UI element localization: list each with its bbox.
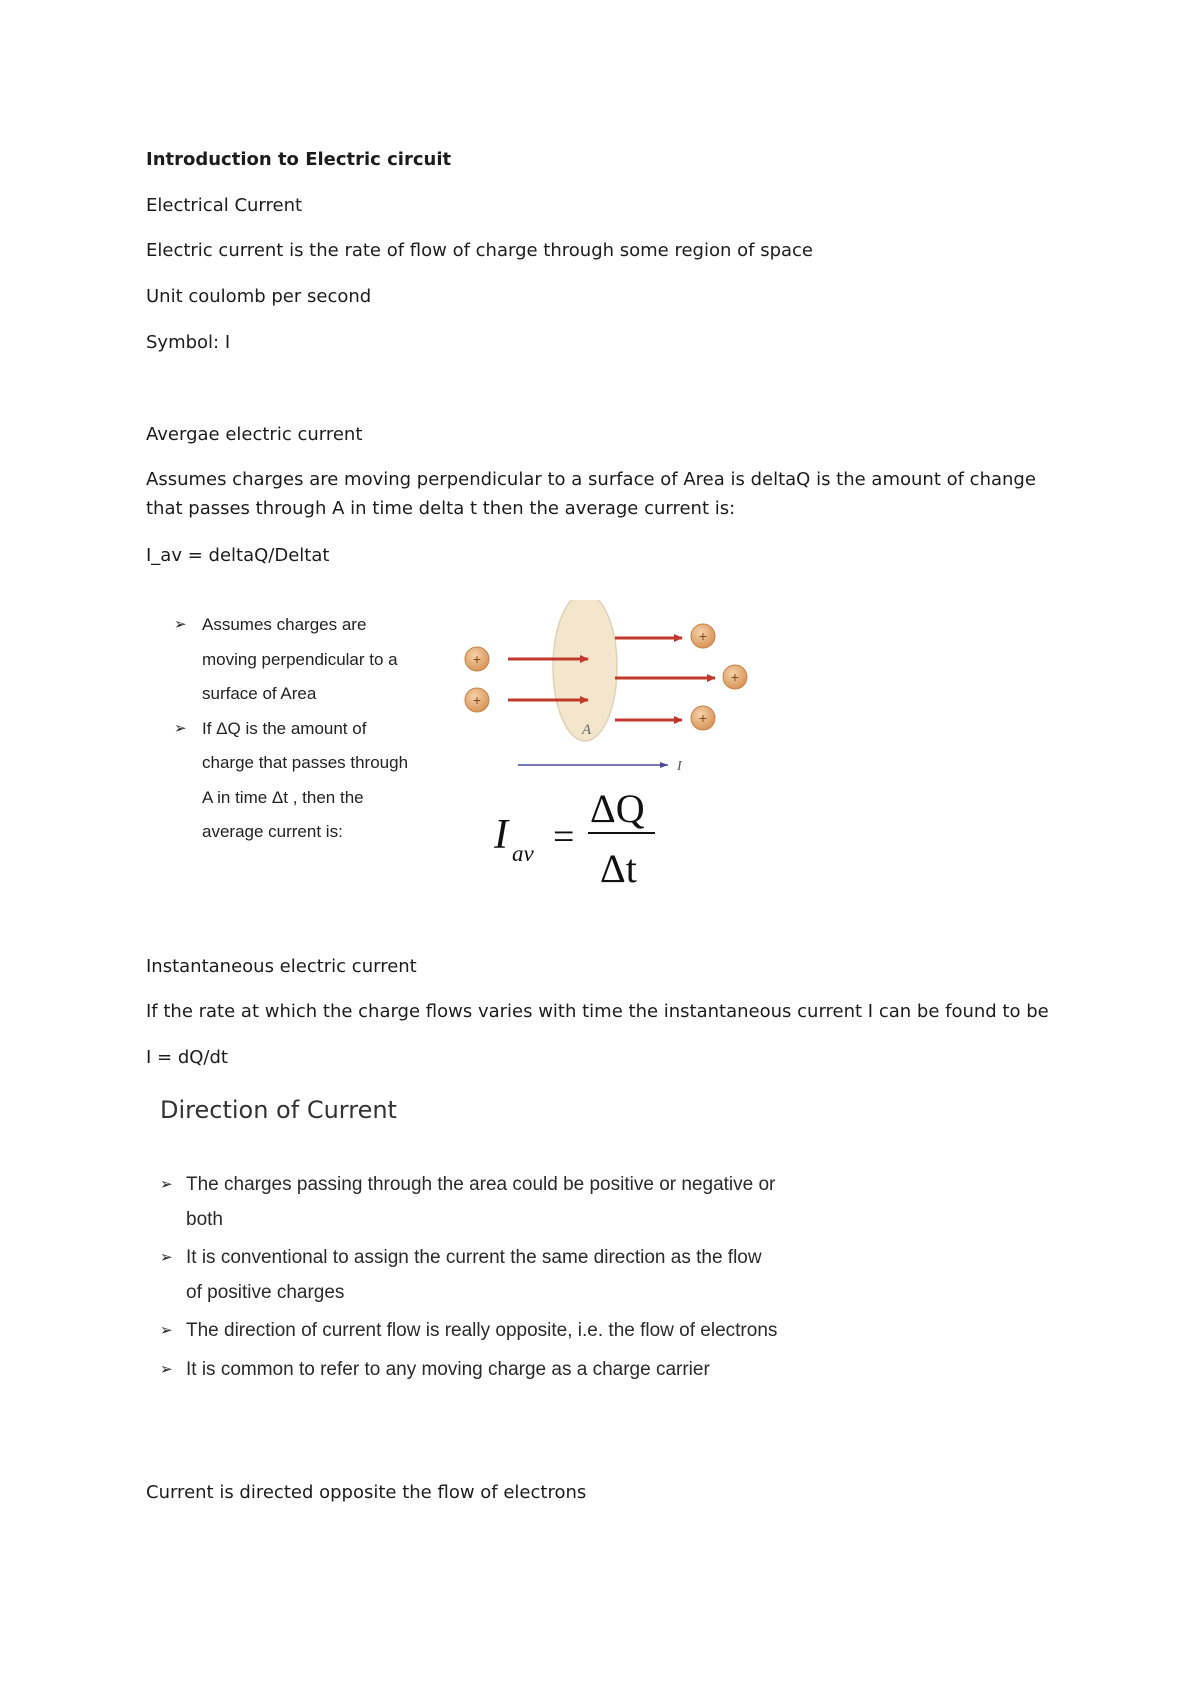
svg-text:+: + (730, 669, 740, 685)
formula-numerator: ΔQ (590, 786, 645, 831)
positive-charge-icon (691, 624, 715, 648)
figure2-bullet-text: The direction of current flow is really opposite, i.e. the flow of electrons (186, 1320, 778, 1341)
heading-average-current: Avergae electric current (146, 424, 363, 445)
bullet-arrow-icon: ➢ (174, 719, 187, 737)
instantaneous-current-text: If the rate at which the charge flows varies with time the instantaneous current I can be found to be (146, 1001, 1049, 1022)
figure1-bullet-line: Assumes charges are (202, 615, 367, 634)
formula-lhs-subscript: av (512, 841, 534, 866)
formula-lhs: I (494, 812, 508, 858)
charge-flow-diagram (160, 600, 780, 910)
figure1-bullet-line: average current is: (202, 822, 343, 841)
figure2-bullets (160, 1168, 780, 1391)
closing-statement: Current is directed opposite the flow of electrons (146, 1482, 587, 1503)
symbol-text: Symbol: I (146, 332, 231, 353)
figure2-bullet (160, 1241, 780, 1310)
positive-charge-icon (465, 647, 489, 671)
unit-text: Unit coulomb per second (146, 286, 372, 307)
svg-text:+: + (698, 628, 708, 644)
figure2-bullet (160, 1353, 780, 1388)
area-label: A (582, 722, 592, 738)
bullet-arrow-icon: ➢ (160, 1249, 173, 1266)
svg-text:+: + (698, 710, 708, 726)
average-current-text: Assumes charges are moving perpendicular to a surface of Area is deltaQ is the amount of change that passes through A in time delta t then the average current is: (146, 469, 1036, 519)
heading-electrical-current: Electrical Current (146, 195, 303, 216)
figure2-bullet (160, 1168, 780, 1237)
bullet-arrow-icon: ➢ (160, 1360, 173, 1378)
figure2-title: Direction of Current (160, 1096, 397, 1124)
area-surface (553, 600, 617, 741)
svg-text:+: + (472, 692, 482, 708)
figure2-bullet (160, 1314, 780, 1349)
page-title: Introduction to Electric circuit (146, 149, 452, 170)
heading-instantaneous-current: Instantaneous electric current (146, 956, 417, 977)
bullet-arrow-icon: ➢ (160, 1322, 173, 1339)
positive-charge-icon (723, 665, 747, 689)
figure1-bullet-line: moving perpendicular to a (202, 649, 398, 669)
current-definition: Electric current is the rate of flow of charge through some region of space (146, 240, 813, 261)
formula-equals: = (553, 816, 575, 858)
current-label: I (677, 759, 682, 774)
bullet-arrow-icon: ➢ (160, 1176, 173, 1193)
figure2-bullet-text: It is common to refer to any moving charge as a charge carrier (186, 1358, 710, 1380)
positive-charge-icon (465, 688, 489, 712)
average-current-figure (160, 600, 780, 910)
figure1-bullet-line: A in time Δt , then the (202, 787, 364, 807)
average-current-formula: I_av = deltaQ/Deltat (146, 545, 330, 566)
direction-of-current-figure (160, 1096, 800, 1436)
formula-denominator: Δt (600, 846, 637, 891)
figure1-bullet-line: surface of Area (202, 684, 317, 703)
figure1-bullet-line: If ΔQ is the amount of (202, 718, 367, 738)
positive-charge-icon (691, 706, 715, 730)
svg-text:+: + (472, 651, 482, 667)
figure2-bullet-text: It is conventional to assign the current the same direction as the flow of positive charges (186, 1247, 762, 1303)
figure2-bullet-text: The charges passing through the area could be positive or negative or both (186, 1174, 776, 1230)
bullet-arrow-icon: ➢ (174, 616, 187, 633)
figure1-bullet-line: charge that passes through (202, 753, 409, 772)
instantaneous-current-formula: I = dQ/dt (146, 1047, 228, 1068)
